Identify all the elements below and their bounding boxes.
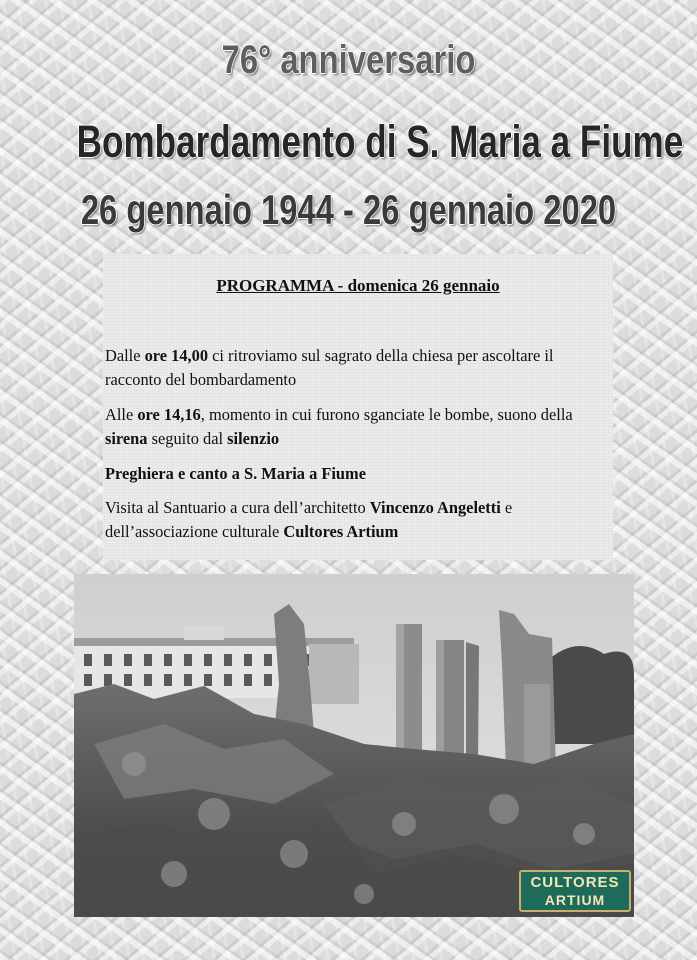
program-item-siren (105, 403, 610, 451)
logo-line1: CULTORES (530, 874, 620, 891)
silence-highlight: silenzio (227, 429, 280, 448)
text-span: Visita al Santuario a cura dell’architetto (105, 498, 370, 517)
anniversary-heading: 76° anniversario (221, 38, 476, 82)
time-highlight: ore 14,00 (144, 346, 209, 365)
text-span: Dalle (105, 346, 145, 365)
text-span: e dell’associazione culturale (105, 498, 513, 541)
ruins-photo-image (74, 574, 634, 917)
program-item-visit (105, 496, 610, 544)
page-title: Bombardamento di S. Maria a Fiume (76, 116, 684, 167)
ruins-photo (74, 574, 634, 917)
program-box (103, 254, 613, 560)
architect-name: Vincenzo Angeletti (369, 498, 501, 517)
time-highlight: ore 14,16 (137, 405, 201, 424)
program-item-gathering (105, 344, 610, 392)
date-range-heading: 26 gennaio 1944 - 26 gennaio 2020 (80, 186, 617, 233)
text-span: , momento in cui furono sganciate le bombe, suono della (200, 405, 573, 424)
association-name: Cultores Artium (283, 522, 399, 541)
text-span: Alle (105, 405, 138, 424)
cultores-artium-logo (519, 870, 631, 912)
text-span: ci ritroviamo sul sagrato della chiesa per ascoltare il racconto del bombardamento (105, 346, 554, 389)
program-item-prayer: Preghiera e canto a S. Maria a Fiume (105, 464, 366, 483)
siren-highlight: sirena (105, 429, 148, 448)
program-title: PROGRAMMA - domenica 26 gennaio (216, 276, 500, 295)
logo-line2: ARTIUM (544, 892, 606, 908)
text-span: seguito dal (147, 429, 228, 448)
